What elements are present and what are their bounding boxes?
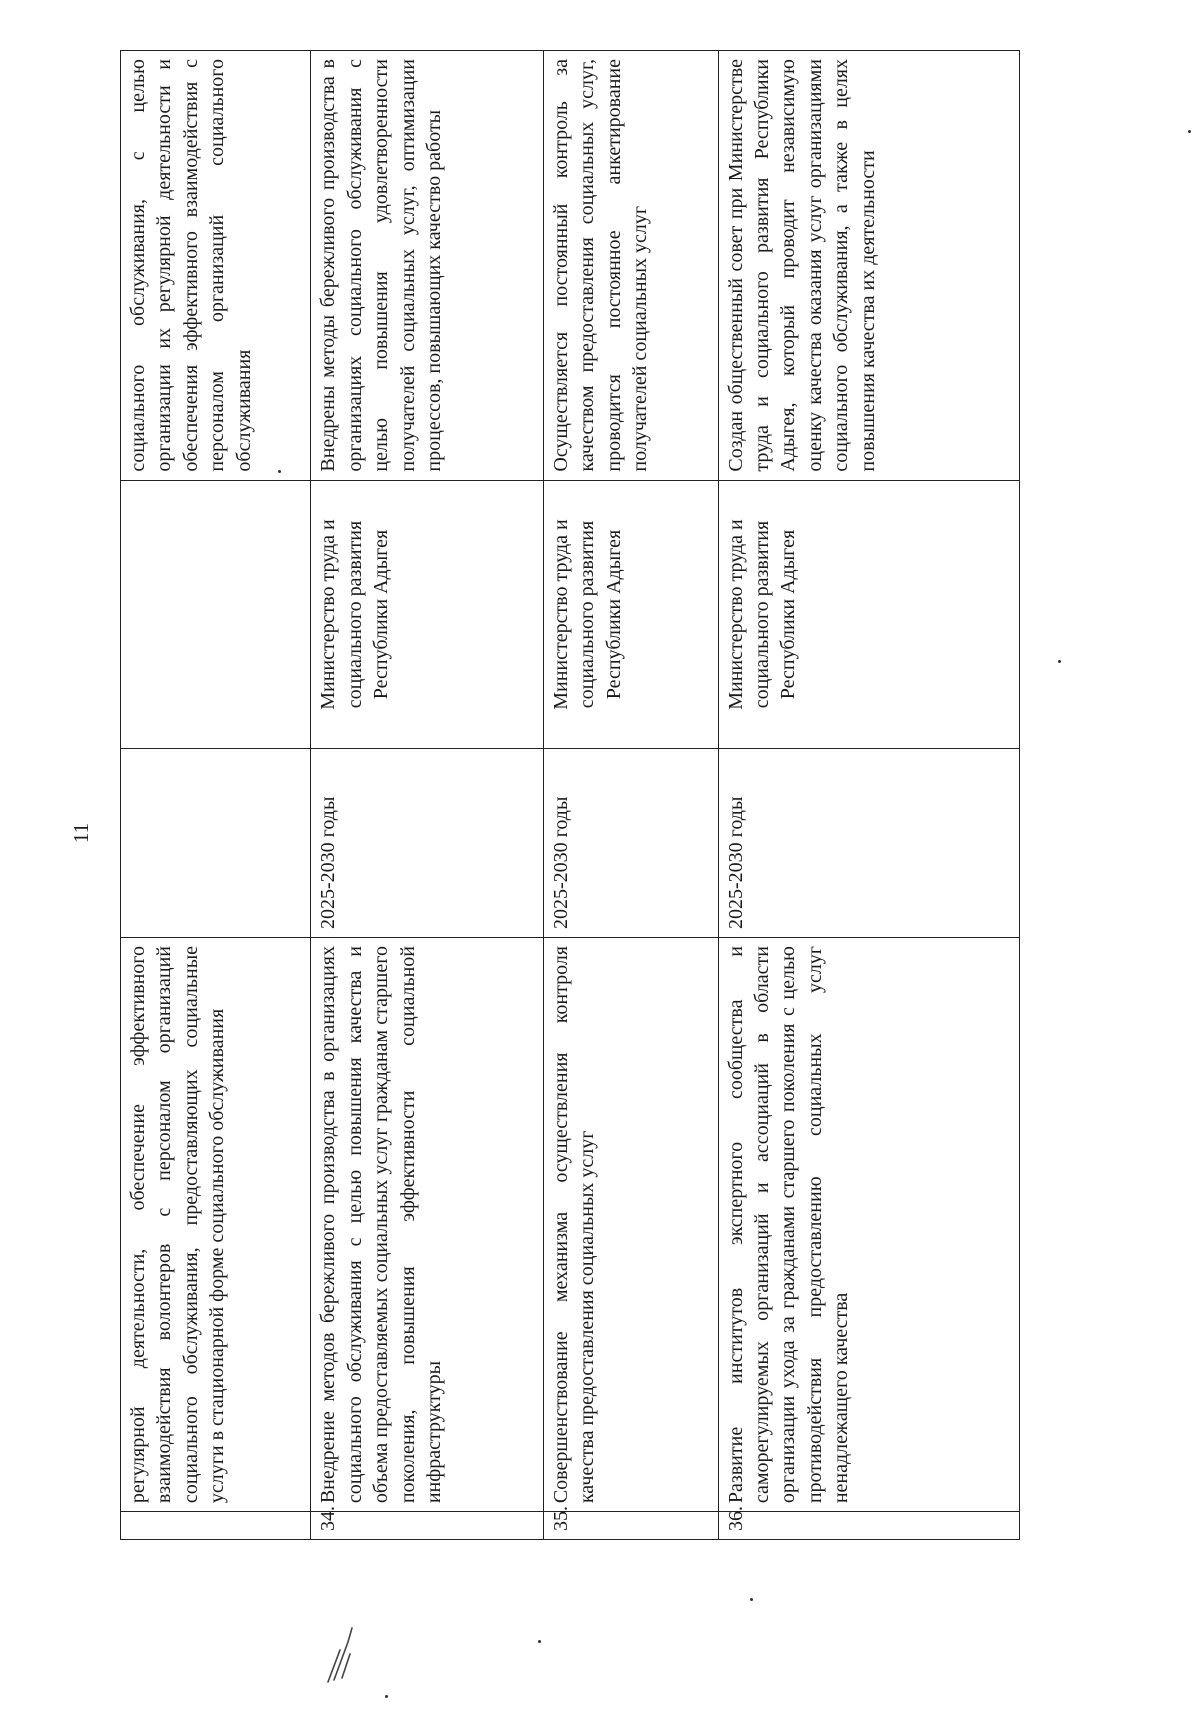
responsible-cell: Министерство труда и социального развития Республики Адыгея xyxy=(718,480,1019,749)
responsible-cell: Министерство труда и социального развития Республики Адыгея xyxy=(544,480,719,749)
period-cell: 2025-2030 годы xyxy=(311,749,544,938)
row-number-cell xyxy=(121,1512,311,1540)
scan-speck xyxy=(1188,130,1191,133)
pen-mark-icon xyxy=(322,1620,362,1690)
row-number-cell: 34. xyxy=(311,1512,544,1540)
period-cell xyxy=(121,749,311,938)
table-row xyxy=(718,51,1019,1540)
page-number: 11 xyxy=(68,822,93,844)
activity-cell: Внедрение методов бережливого производства в организациях социального обслуживания с целью повышения качества и объема предоставляемых социальных услуг гражданам старшего поколения, повышения эффективности социальной инфраструктуры xyxy=(311,937,544,1511)
row-number-cell: 36. xyxy=(718,1512,1019,1540)
result-cell: социального обслуживания, с целью организации их регулярной деятельности и обеспечения эффективного взаимодействия с персоналом организаций социального обслуживания xyxy=(121,51,311,481)
result-cell: Внедрены методы бережливого производства в организациях социального обслуживания с целью повышения удовлетворенности получателей социальных услуг, оптимизации процессов, повышающих качество работы xyxy=(311,51,544,481)
scan-speck xyxy=(278,470,281,473)
result-cell: Создан общественный совет при Министерстве труда и социального развития Республики Адыгея, который проводит независимую оценку качества оказания услуг организациями социального обслуживания, а также в целях повышения качества их деятельности xyxy=(718,51,1019,481)
responsible-cell: Министерство труда и социального развития Республики Адыгея xyxy=(311,480,544,749)
table-row xyxy=(121,51,311,1540)
scan-speck xyxy=(385,1695,388,1698)
activity-cell: регулярной деятельности, обеспечение эффективного взаимодействия волонтеров с персоналом организаций социального обслуживания, предоставляющих социальные услуги в стационарной форме социального обслуживания xyxy=(121,937,311,1511)
period-cell: 2025-2030 годы xyxy=(718,749,1019,938)
scan-speck xyxy=(538,1640,541,1643)
period-cell: 2025-2030 годы xyxy=(544,749,719,938)
scan-speck xyxy=(1058,660,1061,663)
table-row xyxy=(311,51,544,1540)
row-number-cell: 35. xyxy=(544,1512,719,1540)
result-cell: Осуществляется постоянный контроль за качеством предоставления социальных услуг, проводится постоянное анкетирование получателей социальных услуг xyxy=(544,51,719,481)
measures-table xyxy=(120,50,1020,1540)
rotated-table-container xyxy=(120,50,1020,1540)
scan-speck xyxy=(750,1598,753,1601)
table-row xyxy=(544,51,719,1540)
activity-cell: Развитие институтов экспертного сообщества и саморегулируемых организаций и ассоциаций в области организации ухода за гражданами старшего поколения с целью противодействия предоставлению социальных услуг ненадлежащего качества xyxy=(718,937,1019,1511)
responsible-cell xyxy=(121,480,311,749)
activity-cell: Совершенствование механизма осуществления контроля качества предоставления социальных услуг xyxy=(544,937,719,1511)
